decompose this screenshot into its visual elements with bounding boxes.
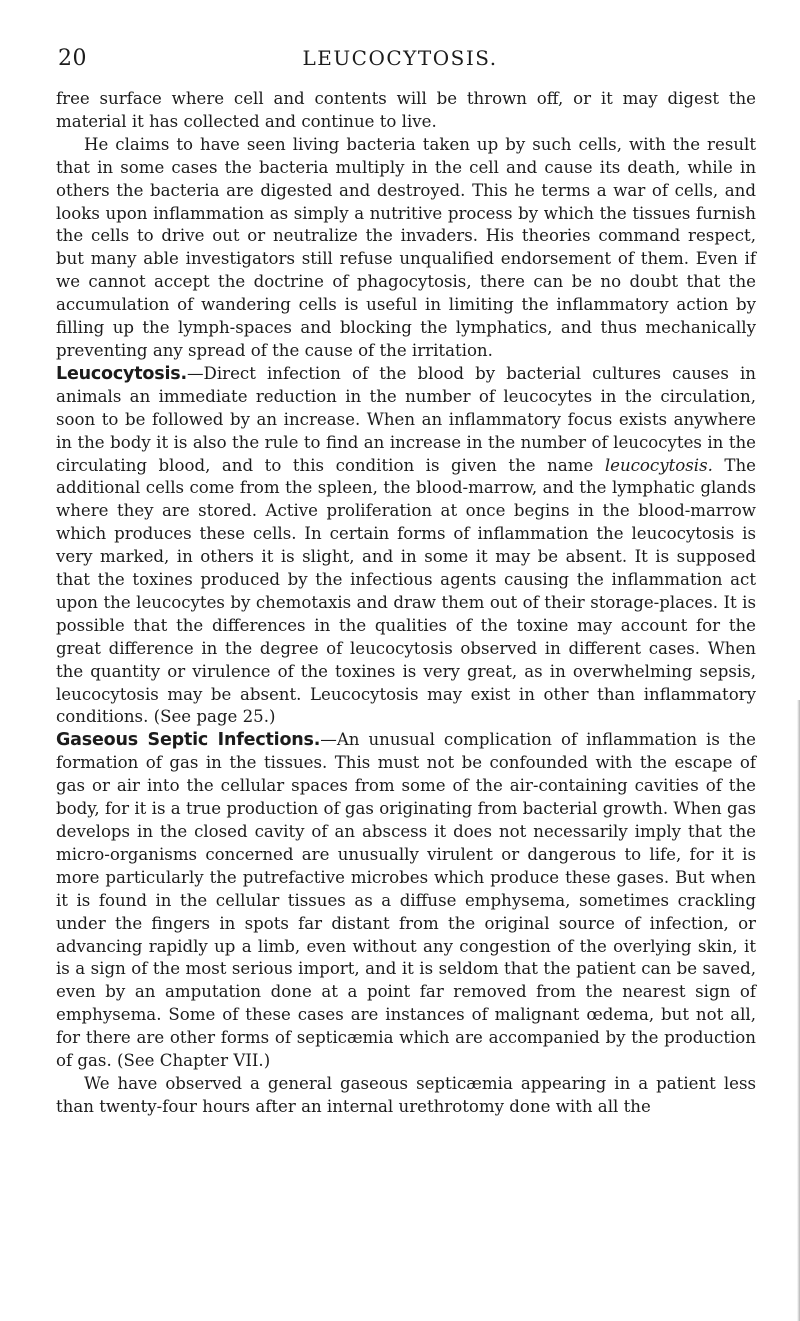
leucocytosis-text-b: The additional cells come from the spleen, the blood-marrow, and the lymphatic glands where they are stored. Active proliferation at once begins in the blood-marrow which produces these cells. In certain forms of inflammation the leucocytosis is very marked, in others it is slight, and in some it may be absent. It is supposed that the toxines produced by the infectious agents causing the inflammation act upon the leucocytes by chemotaxis and draw them out of their storage-places. It is possible that the differences in the qualities of the toxine may account for the great difference in the degree of leucocytosis observed in different cases. When the quantity or virulence of the toxines is very great, as in overwhelming sepsis, leucocytosis may be absent. Leucocytosis may exist in other than inflammatory conditions. (See page 25.) bbox=[56, 455, 756, 727]
section-leucocytosis bbox=[56, 363, 756, 730]
leucocytosis-term: leucocytosis. bbox=[604, 455, 713, 475]
body-text bbox=[56, 88, 756, 1119]
leucocytosis-text-a: —Direct infection of the blood by bacterial cultures causes in animals an immediate reduction in the number of leucocytes in the circulation, soon to be followed by an increase. When an inflammatory focus exists anywhere in the body it is also the rule to find an increase in the number of leucocytes in the circulating blood, and to this condition is given the name bbox=[56, 363, 756, 475]
section-heading-gaseous: Gaseous Septic Infections. bbox=[56, 730, 321, 751]
section-gaseous-septic-infections bbox=[56, 729, 756, 1073]
running-title: LEUCOCYTOSIS. bbox=[302, 46, 498, 70]
paragraph-continuation: free surface where cell and contents will be thrown off, or it may digest the material it has collected and continue to live. bbox=[56, 89, 756, 131]
paragraph-phagocytosis: He claims to have seen living bacteria taken up by such cells, with the result that in some cases the bacteria multiply in the cell and cause its death, while in others the bacteria are digested and destroyed. This he terms a war of cells, and looks upon inflammation as simply a nutritive process by which the tissues furnish the cells to drive out or neutralize the invaders. His theories command respect, but many able investigators still refuse unqualified endorsement of them. Even if we cannot accept the doctrine of phagocytosis, there can be no doubt that the accumulation of wandering cells is useful in limiting the inflammatory action by filling up the lymph-spaces and blocking the lymphatics, and thus mechanically preventing any spread of the cause of the irritation. bbox=[56, 134, 756, 360]
page-number: 20 bbox=[58, 46, 87, 71]
section-heading-leucocytosis: Leucocytosis. bbox=[56, 363, 187, 384]
gaseous-text: —An unusual complication of inflammation is the formation of gas in the tissues. This must not be confounded with the escape of gas or air into the cellular spaces from some of the air-containing cavities of the body, for it is a true production of gas originating from bacterial growth. When gas develops in the closed cavity of an abscess it does not necessarily imply that the micro-organisms concerned are unusually virulent or dangerous to life, for it is more particularly the putrefactive microbes which produce these gases. But when it is found in the cellular tissues as a diffuse emphysema, sometimes crackling under the fingers in spots far distant from the original source of infection, or advancing rapidly up a limb, even without any congestion of the overlying skin, it is a sign of the most serious import, and it is seldom that the patient can be saved, even by an amputation done at a point far removed from the nearest sign of emphysema. Some of these cases are instances of malignant œdema, but not all, for there are other forms of septicæmia which are accompanied by the production of gas. (See Chapter VII.) bbox=[56, 730, 756, 1071]
paragraph-observation: We have observed a general gaseous septicæmia appearing in a patient less than twenty-four hours after an internal urethrotomy done with all the bbox=[56, 1073, 756, 1116]
